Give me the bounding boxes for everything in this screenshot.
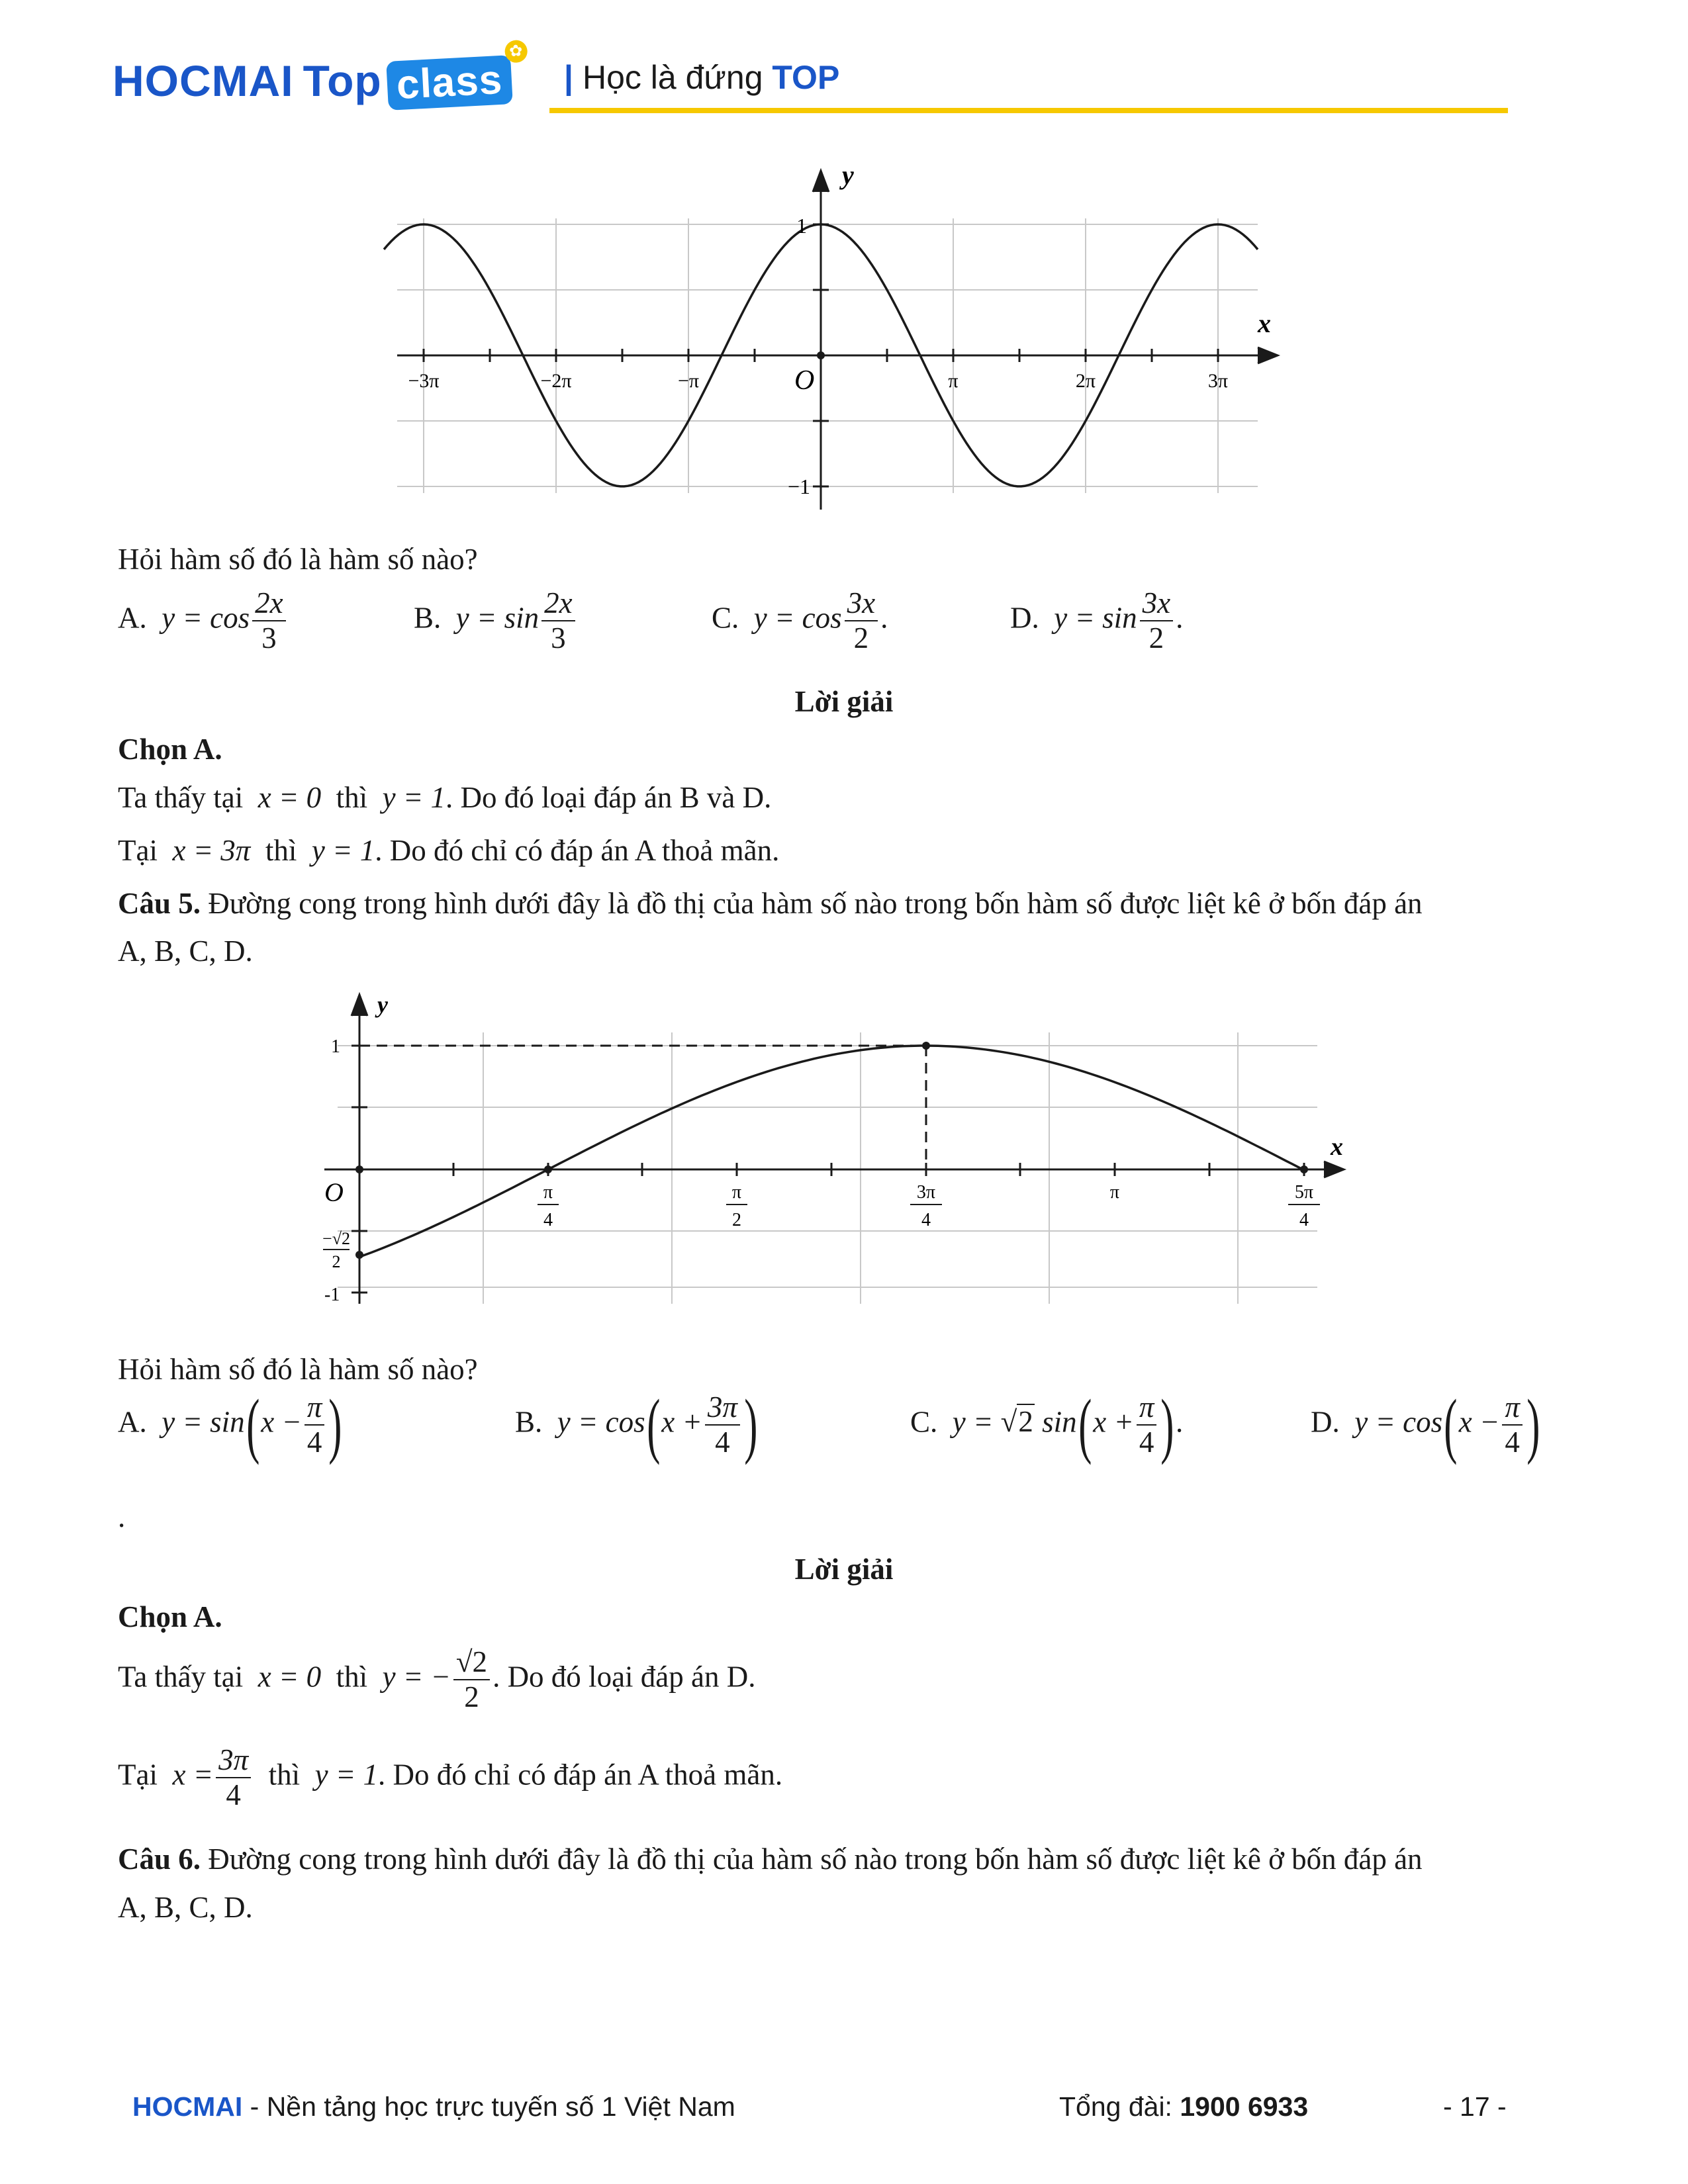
- text: thì: [336, 1660, 368, 1694]
- q6-text: Đường cong trong hình dưới đây là đồ thị của hàm số nào trong bốn hàm số được liệt kê ở bốn đáp án: [208, 1843, 1423, 1876]
- text: Ta thấy tại: [118, 781, 244, 814]
- option-lhs: y = sin: [455, 601, 539, 635]
- q6-label: Câu 6.: [118, 1843, 201, 1876]
- den: 4: [715, 1426, 730, 1459]
- header-underline: [549, 108, 1508, 113]
- q4-option-b: [414, 588, 578, 655]
- math: y = −: [382, 1660, 451, 1694]
- q5-solution-title: Lời giải: [794, 1553, 894, 1586]
- sqrt: √2: [1000, 1405, 1033, 1439]
- q4-solution-line2: [118, 833, 779, 868]
- origin-label: O: [324, 1177, 344, 1207]
- math: y = 1: [314, 1758, 378, 1792]
- num: √2: [453, 1647, 490, 1680]
- tail: .: [1176, 1405, 1184, 1439]
- star-icon: ✿: [504, 40, 528, 64]
- fraction: [252, 588, 285, 655]
- den: 4: [1505, 1426, 1520, 1459]
- tick-pi: π: [1109, 1182, 1120, 1203]
- x-intercept-dot: [544, 1165, 552, 1173]
- q4-prompt: Hỏi hàm số đó là hàm số nào?: [118, 543, 478, 576]
- num: 3x: [845, 588, 878, 621]
- den: 3: [261, 621, 277, 655]
- tick-pi4-num: π: [543, 1182, 553, 1203]
- y-tick-neg1: −1: [788, 475, 811, 498]
- max-point-dot: [922, 1042, 930, 1050]
- q6-statement-line1: [118, 1841, 1423, 1877]
- num: 3x: [1140, 588, 1173, 621]
- num: π: [1137, 1392, 1157, 1426]
- paren-open: (: [646, 1385, 660, 1465]
- radicand: 2: [1018, 1405, 1033, 1439]
- tick-3pi4-den: 4: [921, 1210, 931, 1230]
- option-letter: D.: [1311, 1405, 1340, 1439]
- option-lhs: y = cos: [557, 1405, 645, 1439]
- x-tick-negpi: −π: [677, 370, 700, 392]
- slogan-top: TOP: [772, 59, 840, 96]
- option-letter: A.: [118, 601, 147, 635]
- paren-open: (: [1444, 1385, 1458, 1465]
- hotline-label: Tổng đài:: [1059, 2091, 1180, 2122]
- q4-solution-title: Lời giải: [794, 685, 894, 718]
- x-tick-2pi: 2π: [1075, 370, 1096, 392]
- math: x = 0: [258, 781, 322, 814]
- text: . Do đó loại đáp án B và D.: [445, 781, 772, 814]
- tick-pi4-den: 4: [543, 1210, 553, 1230]
- origin-label: O: [794, 365, 815, 396]
- text: Tại: [118, 1758, 158, 1792]
- text: . Do đó chỉ có đáp án A thoả mãn.: [375, 834, 780, 867]
- text: . Do đó loại đáp án D.: [492, 1660, 756, 1694]
- neg-sqrt2-num: −√2: [322, 1229, 350, 1248]
- num: 2x: [252, 588, 285, 621]
- x-axis-label: x: [1331, 1133, 1343, 1161]
- q4-choice: Chọn A.: [118, 733, 222, 766]
- option-letter: B.: [414, 601, 442, 635]
- logo-class-badge: [386, 42, 524, 111]
- paren-close: ): [1526, 1385, 1540, 1465]
- fraction: [541, 588, 575, 655]
- x-intercept-dot-2: [1300, 1165, 1308, 1173]
- fraction: [705, 1392, 740, 1459]
- option-arg: x −: [1458, 1405, 1500, 1439]
- q5-label: Câu 5.: [118, 887, 201, 920]
- den: 2: [1149, 621, 1164, 655]
- option-lhs: y = cos: [753, 601, 842, 635]
- option-lhs: y =: [952, 1405, 994, 1439]
- q4-solution-line1: [118, 780, 771, 815]
- math: y = 1: [382, 781, 445, 814]
- num: 3π: [705, 1392, 740, 1426]
- slogan-text: Học là đứng: [583, 59, 763, 96]
- q5-statement-line2: A, B, C, D.: [118, 934, 253, 968]
- hotline-number: 1900 6933: [1180, 2091, 1309, 2122]
- text: Tại: [118, 834, 158, 867]
- option-arg: x +: [1093, 1405, 1134, 1439]
- math: x = 3π: [172, 834, 251, 867]
- q5-option-b: [515, 1385, 759, 1465]
- q5-option-c: [910, 1385, 1184, 1465]
- q5-statement-line1: [118, 886, 1423, 921]
- option-lhs: y = cos: [1354, 1405, 1443, 1439]
- y-tick-neg1: -1: [324, 1285, 340, 1305]
- q4-option-d: [1010, 588, 1183, 655]
- tail: .: [1176, 601, 1184, 635]
- q5-choice: Chọn A.: [118, 1600, 222, 1633]
- num: 2x: [541, 588, 575, 621]
- paren-close: ): [328, 1385, 342, 1465]
- cosine-graph: [371, 159, 1311, 529]
- tick-5pi4-den: 4: [1299, 1210, 1309, 1230]
- text: thì: [336, 781, 368, 814]
- stray-dot: .: [118, 1500, 126, 1533]
- tick-5pi4-num: 5π: [1294, 1182, 1314, 1203]
- fraction: [845, 588, 878, 655]
- den: 4: [226, 1778, 241, 1812]
- den: 2: [464, 1680, 479, 1714]
- paren-open: (: [246, 1385, 260, 1465]
- x-tick-3pi: 3π: [1207, 370, 1229, 392]
- option-letter: C.: [910, 1405, 938, 1439]
- logo-class: class: [395, 56, 504, 109]
- y-intercept-dot: [355, 1251, 363, 1259]
- sine-graph: [311, 986, 1370, 1317]
- y-tick-1: 1: [331, 1036, 340, 1057]
- num: π: [1502, 1392, 1523, 1426]
- footer-brand: HOCMAI: [132, 2091, 243, 2122]
- x-tick-neg3pi: −3π: [408, 370, 440, 392]
- option-lhs: y = sin: [162, 1405, 245, 1439]
- paren-close: ): [744, 1385, 758, 1465]
- option-lhs: y = sin: [1054, 601, 1137, 635]
- paren-open: (: [1078, 1385, 1092, 1465]
- x-tick-pi: π: [948, 370, 959, 392]
- footer-hotline: [1059, 2091, 1308, 2122]
- q5-option-d: [1311, 1385, 1542, 1465]
- text: thì: [265, 834, 297, 867]
- page-number: - 17 -: [1443, 2091, 1507, 2122]
- q5-prompt: Hỏi hàm số đó là hàm số nào?: [118, 1353, 478, 1386]
- option-letter: B.: [515, 1405, 543, 1439]
- fraction: [1502, 1392, 1523, 1459]
- fraction: [216, 1745, 251, 1811]
- neg-sqrt2-den: 2: [332, 1252, 341, 1271]
- curve-sin: [359, 1046, 1304, 1257]
- option-arg: x +: [661, 1405, 702, 1439]
- origin-dot: [817, 351, 825, 359]
- hocmai-topclass-logo: [113, 42, 524, 109]
- q4-option-c: [712, 588, 888, 655]
- x-tick-neg2pi: −2π: [540, 370, 572, 392]
- footer-tagline: - Nền tảng học trực tuyến số 1 Việt Nam: [242, 2091, 735, 2122]
- q5-solution-line1: [118, 1647, 755, 1713]
- math: x = 0: [258, 1660, 322, 1694]
- num: π: [305, 1392, 325, 1426]
- tail: .: [880, 601, 888, 635]
- den: 4: [1139, 1426, 1154, 1459]
- tick-3pi4-num: 3π: [916, 1182, 936, 1203]
- fraction: [453, 1647, 490, 1713]
- tick-pi2-den: 2: [732, 1210, 741, 1230]
- den: 4: [306, 1426, 322, 1459]
- y-tick-1: 1: [796, 214, 807, 238]
- option-arg: x −: [261, 1405, 302, 1439]
- fraction: [305, 1392, 325, 1459]
- y-axis-label: y: [377, 991, 388, 1018]
- den: 3: [551, 621, 566, 655]
- den: 2: [853, 621, 869, 655]
- math: y = 1: [311, 834, 375, 867]
- y-axis-label: y: [842, 160, 854, 190]
- option-letter: A.: [118, 1405, 147, 1439]
- q5-solution-line2: [118, 1745, 782, 1811]
- fraction: [1137, 1392, 1157, 1459]
- q4-option-a: [118, 588, 289, 655]
- text: . Do đó chỉ có đáp án A thoả mãn.: [377, 1758, 783, 1792]
- q5-text: Đường cong trong hình dưới đây là đồ thị của hàm số nào trong bốn hàm số được liệt kê ở bốn đáp án: [208, 887, 1423, 920]
- text: thì: [268, 1758, 301, 1792]
- option-letter: D.: [1010, 601, 1039, 635]
- logo-hocmai: HOCMAI: [113, 56, 294, 105]
- num: 3π: [216, 1745, 251, 1778]
- logo-top: Top: [303, 56, 382, 105]
- origin-dot: [355, 1165, 363, 1173]
- q6-statement-line2: A, B, C, D.: [118, 1891, 253, 1924]
- header-slogan: [564, 58, 839, 97]
- option-letter: C.: [712, 601, 739, 635]
- option-lhs: y = cos: [162, 601, 250, 635]
- footer-left: [132, 2091, 735, 2122]
- divider-bar: |: [564, 59, 573, 96]
- math: x =: [172, 1758, 214, 1792]
- tick-pi2-num: π: [731, 1182, 742, 1203]
- option-fn: sin: [1042, 1405, 1077, 1439]
- paren-close: ): [1160, 1385, 1174, 1465]
- q5-option-a: [118, 1385, 344, 1465]
- x-axis-label: x: [1258, 308, 1271, 338]
- text: Ta thấy tại: [118, 1660, 244, 1694]
- fraction: [1140, 588, 1173, 655]
